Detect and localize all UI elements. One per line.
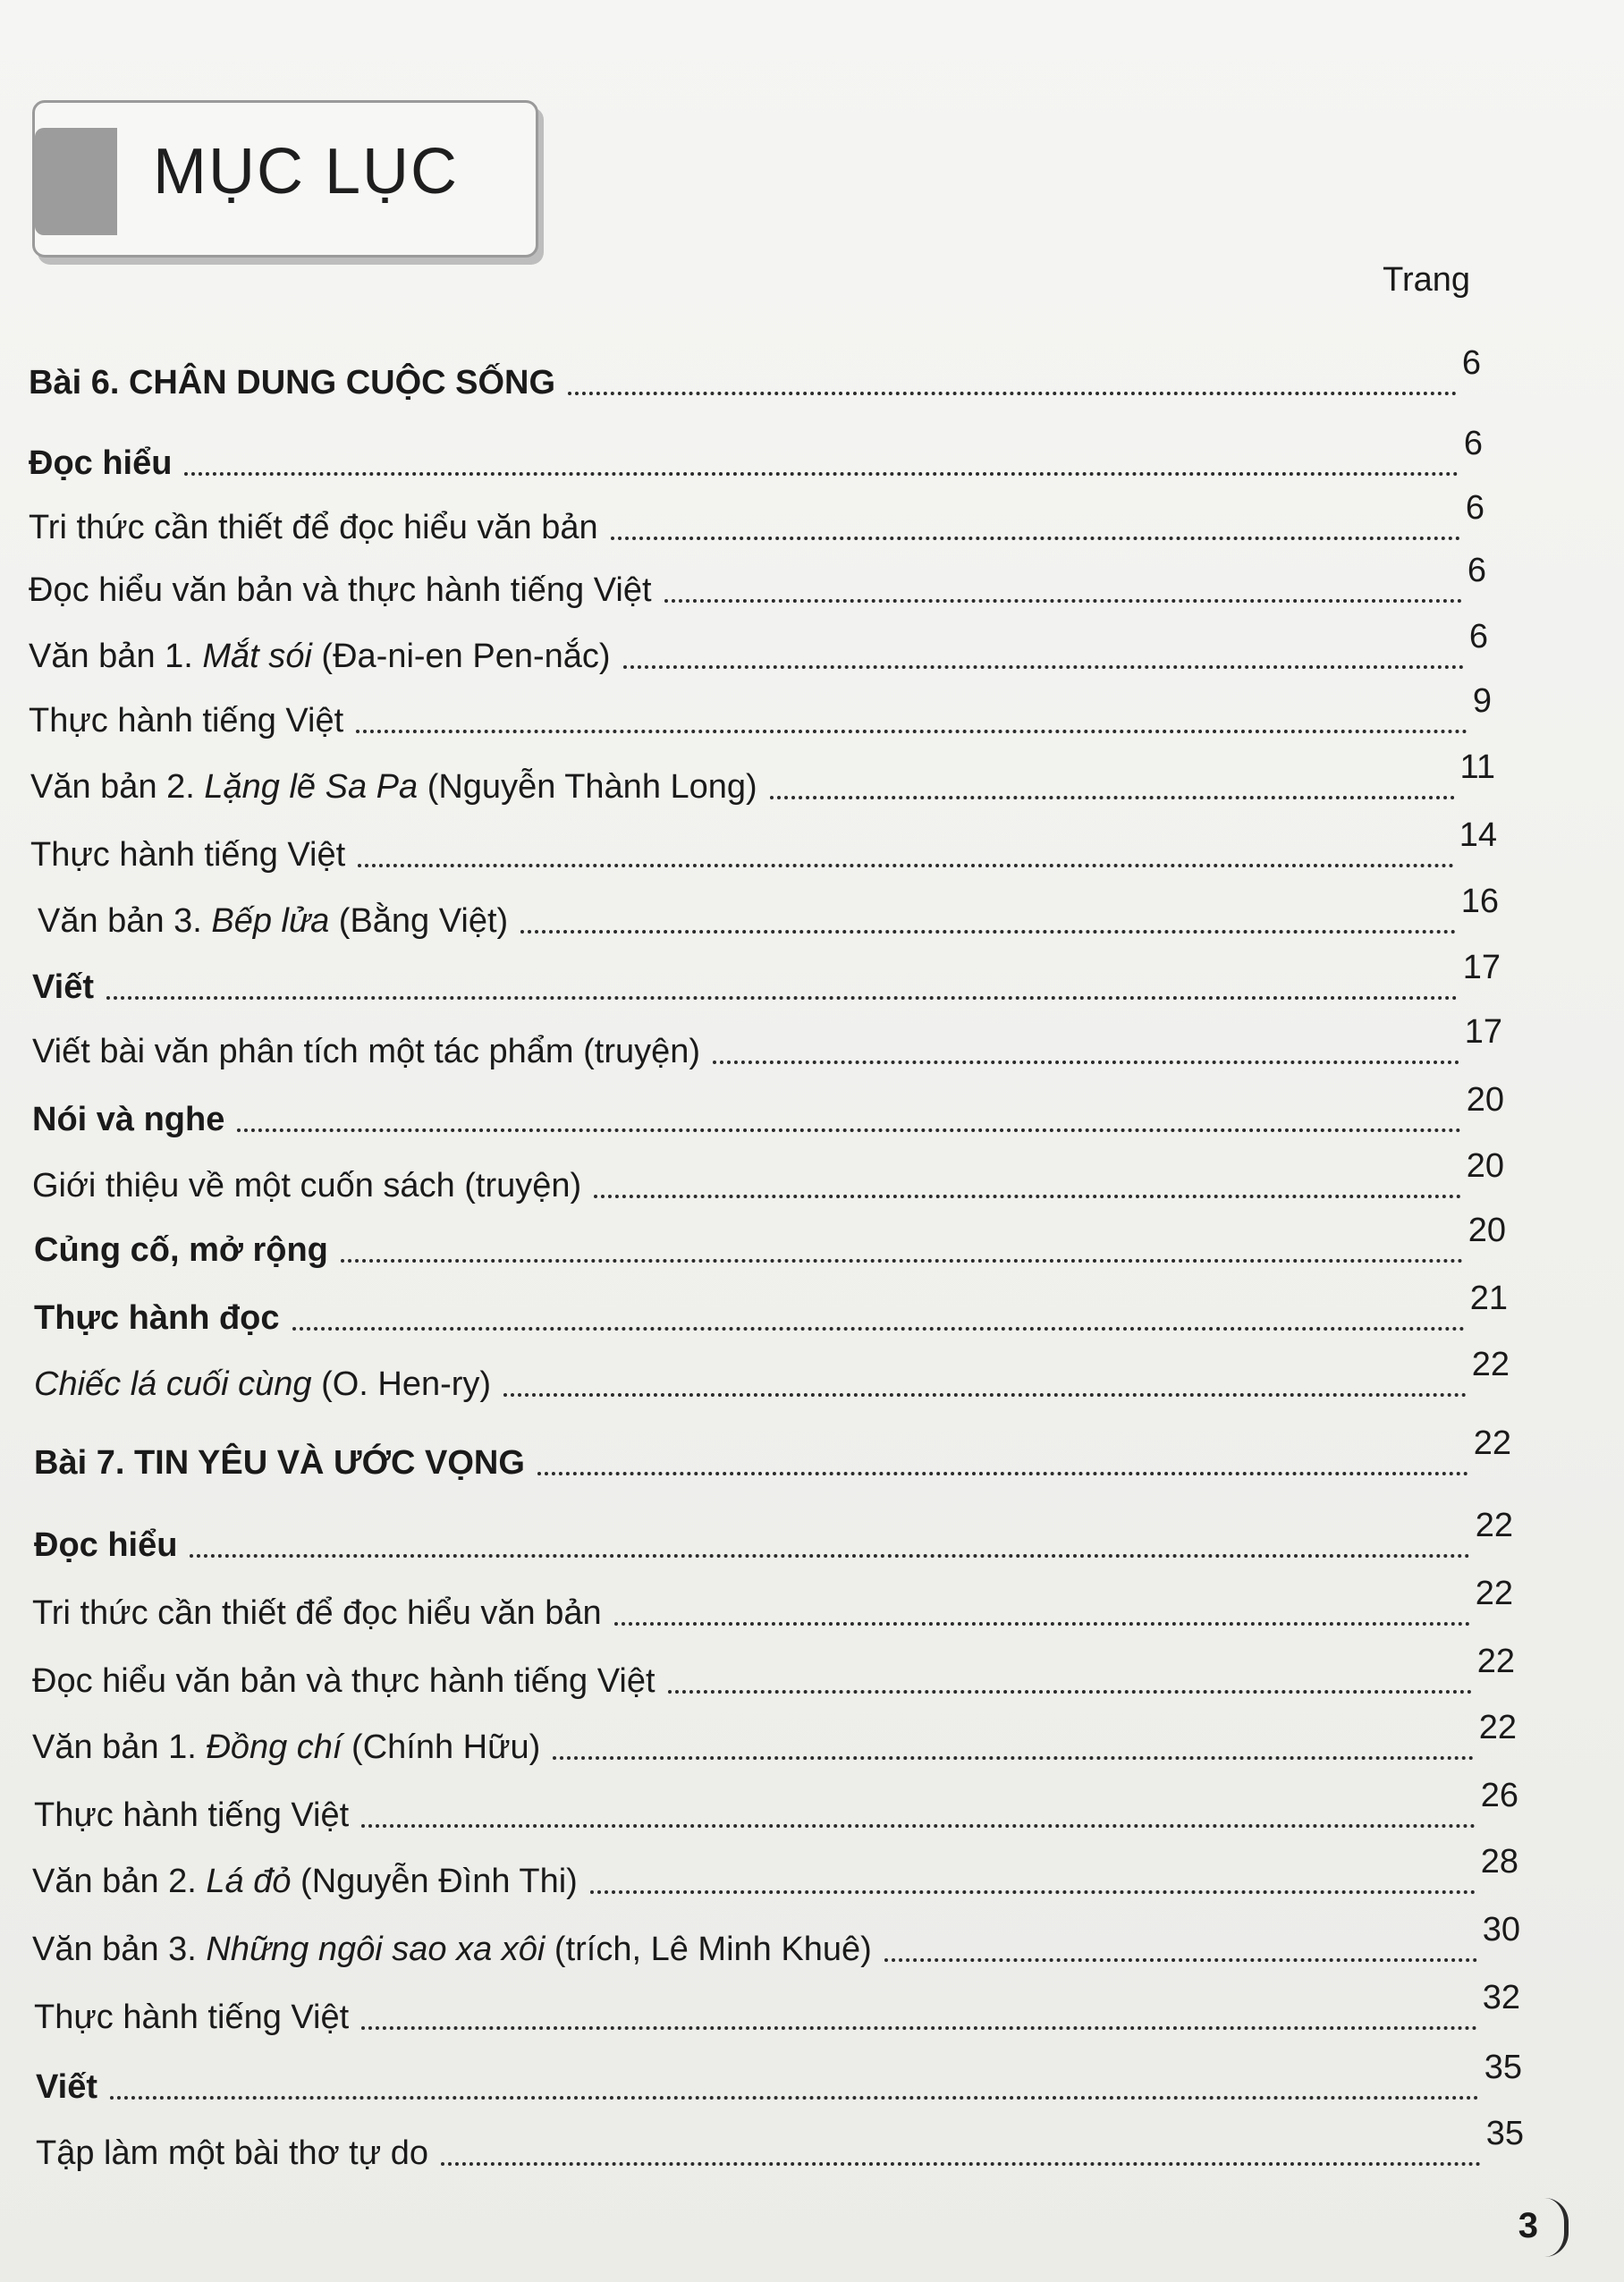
toc-entry-author: (Nguyễn Thành Long)	[418, 768, 757, 806]
toc-page-number: 35	[1484, 2049, 1522, 2086]
page-title: MỤC LỤC	[153, 136, 460, 207]
dot-leader	[713, 1061, 1459, 1064]
dot-leader	[611, 537, 1460, 540]
toc-entry-label	[29, 701, 343, 740]
toc-section-heading	[32, 1100, 224, 1139]
toc-row	[29, 344, 1481, 402]
toc-entry-label	[29, 637, 611, 676]
toc-entry-label	[32, 1032, 700, 1071]
toc-page-number: 35	[1485, 2115, 1524, 2152]
toc-entry-text: Văn bản 1.	[29, 638, 203, 675]
toc-work-title: Chiếc lá cuối cùng	[34, 1365, 312, 1403]
dot-leader	[110, 2096, 1479, 2100]
toc-row	[30, 748, 1495, 807]
toc-entry-label	[32, 1166, 581, 1205]
toc-page-number: 20	[1466, 1147, 1504, 1185]
toc-entry-text: Nói và nghe	[32, 1101, 225, 1138]
toc-entry-text: Văn bản 1.	[32, 1728, 207, 1766]
toc-section-heading	[34, 1230, 328, 1270]
toc-row	[32, 1643, 1515, 1701]
toc-entry-label	[32, 1930, 872, 1969]
toc-page-number: 22	[1471, 1346, 1510, 1383]
toc-section-heading	[29, 444, 172, 483]
toc-row	[32, 1147, 1504, 1205]
toc-page-number: 17	[1462, 949, 1501, 986]
dot-leader	[520, 930, 1456, 934]
toc-page-number: 6	[1465, 489, 1484, 527]
toc-row	[32, 1911, 1520, 1969]
toc-entry-text: Thực hành tiếng Việt	[34, 1999, 350, 2036]
toc-page-number: 22	[1478, 1709, 1517, 1746]
toc-section-heading	[29, 363, 555, 402]
toc-section-heading	[36, 2067, 97, 2107]
toc-row	[30, 816, 1497, 875]
toc-entry-author: (Nguyễn Đình Thi)	[291, 1863, 578, 1900]
dot-leader	[623, 665, 1464, 669]
toc-work-title: Mắt sói	[202, 638, 312, 675]
dot-leader	[356, 730, 1468, 733]
toc-row	[32, 1843, 1518, 1901]
toc-entry-text: Viết	[32, 968, 95, 1006]
toc-work-title: Lá đỏ	[206, 1863, 292, 1900]
toc-row	[34, 1424, 1511, 1483]
toc-entry-author: (Bằng Việt)	[329, 902, 509, 940]
dot-leader	[361, 1824, 1476, 1828]
toc-entry-text: Viết	[36, 2068, 98, 2106]
toc-entry-text: Văn bản 2.	[30, 768, 205, 806]
dot-leader	[884, 1958, 1477, 1962]
toc-page-number: 16	[1460, 883, 1499, 920]
toc-entry-text: Tri thức cần thiết để đọc hiểu văn bản	[32, 1594, 602, 1632]
dot-leader	[614, 1622, 1470, 1626]
dot-leader	[361, 2026, 1477, 2030]
toc-entry-text: Văn bản 3.	[32, 1931, 207, 1968]
toc-row	[32, 1575, 1513, 1633]
toc-entry-label	[32, 1862, 578, 1901]
toc-entry-text: Tri thức cần thiết để đọc hiểu văn bản	[29, 509, 598, 546]
dot-leader	[190, 1554, 1469, 1558]
dot-leader	[184, 472, 1458, 476]
toc-entry-text: Thực hành đọc	[34, 1299, 280, 1337]
dot-leader	[358, 864, 1454, 867]
toc-page-number: 28	[1480, 1843, 1518, 1881]
toc-page-number: 6	[1467, 552, 1486, 589]
toc-page-number: 21	[1469, 1280, 1508, 1317]
toc-page-number: 22	[1476, 1643, 1515, 1680]
toc-entry-author: (trích, Lê Minh Khuê)	[545, 1931, 872, 1968]
dot-leader	[441, 2162, 1481, 2166]
toc-row	[29, 489, 1484, 547]
toc-entry-text: Giới thiệu về một cuốn sách (truyện)	[32, 1167, 582, 1204]
toc-entry-text: Tập làm một bài thơ tự do	[36, 2134, 428, 2172]
dot-leader	[594, 1195, 1461, 1198]
toc-page-number: 6	[1463, 425, 1483, 462]
toc-page-number: 20	[1466, 1081, 1504, 1119]
dot-leader	[237, 1128, 1460, 1132]
page-column-label: Trang	[1383, 261, 1470, 299]
toc-page-number: 14	[1459, 816, 1497, 854]
toc-entry-text: Văn bản 3.	[38, 902, 212, 940]
toc-work-title: Lặng lẽ Sa Pa	[204, 768, 419, 806]
toc-row	[29, 682, 1492, 740]
toc-entry-text: Đọc hiểu	[29, 444, 173, 482]
toc-entry-text: Viết bài văn phân tích một tác phẩm (truyện)	[32, 1033, 701, 1070]
toc-row	[38, 883, 1499, 941]
dot-leader	[292, 1327, 1465, 1331]
toc-row	[36, 2115, 1524, 2173]
toc-row	[34, 1507, 1513, 1565]
toc-row	[29, 425, 1483, 483]
toc-entry-label	[34, 1365, 491, 1404]
dot-leader	[341, 1259, 1463, 1263]
toc-entry-text: Đọc hiểu	[34, 1526, 178, 1564]
toc-entry-text: Thực hành tiếng Việt	[34, 1796, 350, 1834]
toc-row	[29, 618, 1488, 676]
toc-row	[34, 1777, 1518, 1835]
toc-page-number: 11	[1459, 748, 1495, 786]
toc-entry-text: Đọc hiểu văn bản và thực hành tiếng Việt	[29, 571, 652, 609]
dot-leader	[537, 1472, 1468, 1475]
dot-leader	[770, 796, 1455, 799]
toc-work-title: Những ngôi sao xa xôi	[206, 1931, 546, 1968]
toc-row	[34, 1212, 1506, 1270]
dot-leader	[503, 1393, 1467, 1397]
toc-page-number: 6	[1461, 344, 1481, 382]
toc-row	[36, 2049, 1522, 2107]
toc-page-number: 20	[1468, 1212, 1506, 1249]
dot-leader	[553, 1756, 1473, 1760]
dot-leader	[664, 599, 1462, 603]
toc-row	[32, 1709, 1517, 1767]
toc-entry-text: Củng cố, mở rộng	[34, 1231, 328, 1269]
toc-entry-label	[34, 1796, 349, 1835]
toc-page-number: 22	[1475, 1575, 1513, 1612]
toc-row	[34, 1280, 1508, 1338]
toc-page-number: 30	[1482, 1911, 1520, 1948]
toc-entry-label	[32, 1728, 540, 1767]
toc-row	[32, 949, 1501, 1007]
toc-page-number: 32	[1482, 1979, 1520, 2016]
toc-section-heading	[34, 1526, 177, 1565]
toc-work-title: Bếp lửa	[211, 902, 330, 940]
toc-page-number: 22	[1473, 1424, 1511, 1462]
dot-leader	[590, 1890, 1476, 1894]
toc-entry-label	[30, 835, 345, 875]
toc-entry-label	[34, 1998, 349, 2037]
dot-leader	[568, 392, 1457, 395]
toc-entry-text: Thực hành tiếng Việt	[29, 702, 344, 740]
toc-entry-author: (O. Hen-ry)	[311, 1365, 492, 1403]
toc-row	[29, 552, 1486, 610]
toc-row	[32, 1013, 1502, 1071]
toc-entry-label	[38, 901, 508, 941]
toc-page-number: 6	[1468, 618, 1488, 655]
toc-entry-text: Văn bản 2.	[32, 1863, 207, 1900]
toc-section-heading	[34, 1298, 280, 1338]
toc-entry-label	[36, 2134, 428, 2173]
toc-row	[32, 1081, 1504, 1139]
toc-entry-text: Bài 7. TIN YÊU VÀ ƯỚC VỌNG	[34, 1444, 525, 1482]
toc-entry-author: (Đa-ni-en Pen-nắc)	[311, 638, 611, 675]
toc-entry-label	[32, 1593, 602, 1633]
dot-leader	[668, 1690, 1472, 1694]
toc-entry-label	[32, 1661, 656, 1701]
toc-page-number: 9	[1472, 682, 1492, 720]
toc-page-number: 17	[1464, 1013, 1502, 1051]
toc-page-number: 22	[1475, 1507, 1513, 1544]
toc-entry-text: Bài 6. CHÂN DUNG CUỘC SỐNG	[29, 364, 556, 401]
toc-section-heading	[32, 968, 94, 1007]
folio-page-number: 3	[1518, 2206, 1538, 2245]
toc-entry-text: Thực hành tiếng Việt	[30, 836, 346, 874]
toc-row	[34, 1346, 1510, 1404]
toc-work-title: Đồng chí	[206, 1728, 343, 1766]
dot-leader	[106, 996, 1458, 1000]
toc-entry-label	[29, 570, 652, 610]
toc-entry-label	[30, 767, 757, 807]
toc-entry-text: Đọc hiểu văn bản và thực hành tiếng Việt	[32, 1662, 656, 1700]
toc-section-heading	[34, 1443, 525, 1483]
toc-entry-label	[29, 508, 598, 547]
toc-page-number: 26	[1480, 1777, 1518, 1814]
toc-row	[34, 1979, 1520, 2037]
toc-entry-author: (Chính Hữu)	[342, 1728, 541, 1766]
